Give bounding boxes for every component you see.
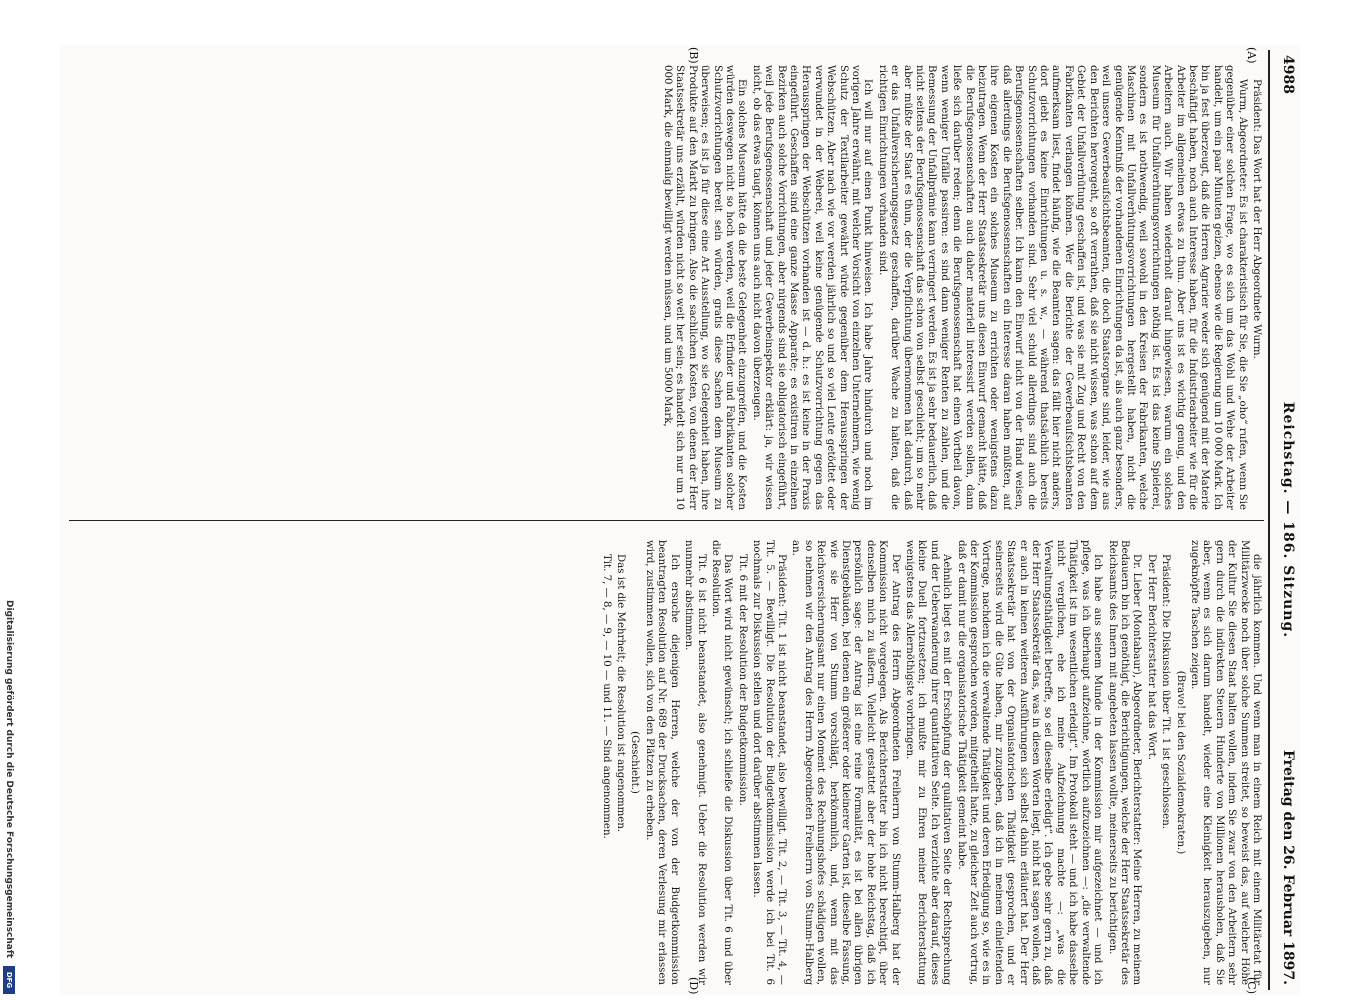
- page-header: [1272, 45, 1300, 995]
- paragraph: Tit. 7, — 8, — 9, — 10 — und 11. — Sind angenommen.: [600, 554, 612, 839]
- paragraph: Tit. 6 mit der Resolution der Budgetkommission.: [736, 554, 748, 806]
- paragraph: Das ist die Mehrheit; die Resolution ist angenommen.: [615, 554, 627, 833]
- page-number: 4988: [1280, 55, 1296, 94]
- header-rule: [1268, 50, 1270, 990]
- paragraph: Dr. Lieber (Montabaur), Abgeordneter, Berichterstatter: Meine Herren, zu meinem Bedauern bin ich genöthigt, die Berichtigungen, welche der Herr Staatssekretär des Reichsamts des Innern mit angebeten lassen wollte, meinerseits zu berichtigen.: [1106, 540, 1143, 985]
- paragraph: die jährlich kommen. Und wenn man in einem Reich mit einem Militäretat für Militärzwecke noch über solche Summen streitet, so beweist das, auf welcher Höhe der Kultur Sie diesen Staat halten wollen, indem Sie zwar von den Arbeitern sehr gern durch die indirekten Steuern Hunderte von Millionen herausholen, daß Sie aber, wenn es sich darum handelt, wieder eine Kleinigkeit herauszugeben, nur zugeknöpfte Taschen zeigen.: [1188, 540, 1262, 985]
- page-title: Reichstag. — 186. Sitzung.: [1280, 401, 1296, 639]
- margin-marker-a: (A): [1245, 47, 1258, 64]
- paragraph: Präsident: Tit. 1 ist nicht beanstandet, also bewilligt. Tit. 2, — Tit. 3, — Tit. 4, — Tit. 5. — Bewilligt. Die Resolution der Budgetkommission werde ich bei Tit. 6 nochmals zur Diskussion stellen und dort darüber abstimmen lassen.: [751, 540, 787, 985]
- dfg-logo-text: DFG: [5, 971, 13, 989]
- paragraph: Ich habe aus seinem Munde in der Kommission mir aufgezeichnet — und ich pflege, was ich überhaupt aufzeichne, wörtlich aufzuzeichnen —: „die verwaltende Thätigkeit ist im wesentlichen erledigt“. Im Protokoll steht — und ich habe dasselbe nicht verglichen, ehe ich meine Aufzeichnung machte —: „was die Verwaltungsthätigkeit betreffe, so sei dieselbe erledigt“. Ich gebe sehr gern zu, daß der Herr Staatssekretär das, was in diesen Worten liegt, nicht hat sagen wollen, daß er auch in keinen weiteren Ausführungen sich selbst dahin erläutert hat. Der Herr Staatssekretär hat von der Organisatorischen Thätigkeit gesprochen, und er seinerseits wird die Güte haben, mir zuzugeben, daß ich in meinem einleitenden Vortrage, nachdem ich die verwaltende Thätigkeit und deren Erledigung so, wie es in der Kommission gesprochen worden, mitgetheilt hatte, zu gleicher Zeit auch vortrug, daß er damit nur die organisatorische Thätigkeit gemeint habe.: [955, 540, 1104, 985]
- paragraph: Ich will nur auf einen Punkt hinweisen. Ich habe Jahre hindurch und noch im vorigen Jahre erwähnt, mit welcher Vorsicht von einzelnen Unternehmern, wie wenig Schutz der Textilarbeiter gewährt würde gegenüber dem Herausspringen der Webschützen. Aber nach wie vor werden jährlich so und so viel Leute getödtet oder verwundet in der Weberei, weil keine genügende Schutzvorrichtung gegen das Herausspringen der Webschützen vorhanden ist — d. h.: es ist keine in der Praxis eingeführt. Geschaffen sind eine ganze Masse Apparate; es existiren in einzelnen Bezirken auch solche Vorrichtungen, aber nirgends sind sie obligatorisch eingeführt, weil jede Berufsgenossenschaft und jeder Gewerbeinspektor erklärt: ja, wir wissen nicht, ob das etwas taugt, können uns auch nicht davon überzeugen.: [750, 65, 874, 510]
- paragraph: Wurm, Abgeordneter: Es ist charakteristisch für Sie, die Sie „oho“ rufen, wenn Sie gegenüber einer solchen Frage, wo es sich um das Wohl und Wehe der Arbeiter handelt, um ein paar Minuten geizen, ebenso wie die Regierung um 10 000 Mark. Ich bin ja fest überzeugt, daß die Herren Agrarier weder sich genügend mit der Materie beschäftigt haben, noch auch Interesse haben, für die Industriearbeiter wie für die Arbeiter im allgemeinen etwas zu thun. Aber uns ist es wichtig genug, und den Arbeitern auch. Wir haben wiederholt darauf hingewiesen, warum ein solches Museum für Unfallverhütungsvorrichtungen nöthig ist. Es ist das keine Spielerei, sondern es ist nothwendig, weil sowohl in den Kreisen der Fabrikanten, welche Maschinen mit Unfallverhütungsvorrichtungen hergestellt haben, nicht die genügende Kenntniß der vorhandenen Einrichtungen da ist, als auch ganz besonders, weil unsere Gewerbeaufsichtsbeamten, die doch Staatsorgane sind, leider, wie aus den Berichten hervorgeht, so oft verrathen, daß sie nicht wissen, was schon auf dem Gebiet der Unfallverhütung geschaffen ist, und was sie mit Zug und Recht von den Fabrikanten verlangen können. Wer die Berichte der Gewerbeaufsichtsbeamten aufmerksam liest, findet häufig, wie die Beamten sagen: das fällt hier nicht anders, dort giebt es keine Einrichtungen u. s. w., — während thatsächlich bereits Schutzvorrichtungen vorhanden sind. Sehr viel schuld allerdings sind auch die Berufsgenossenschaften selber. Ich kann den Einwurf nicht von der Hand weisen, daß allerdings die Berufsgenossenschaften ein Interesse daran haben müßten, auf ihre eigenen Kosten ein solches Museum zu errichten oder wenigstens dazu beizutragen. Wenn der Herr Staatssekretär uns diesen Einwurf gemacht hätte, daß die Berufsgenossenschaften auch daher materiell interessirt werden sollen, dann ließe sich darüber reden; denn die Berufsgenossenschaft hat einen Vortheil davon, wenn weniger Unfälle passiren: es sind dann weniger Renten zu zahlen, und die Bemessung der Unfallprämie kann verringert werden. Es ist ja sehr bedauerlich, daß nicht seitens der Berufsgenossenschaft das schon von selbst geschieht; um so mehr aber müßte der Staat es thun, der die Verpflichtung übernommen hat dadurch, daß er das Unfallversicherungsgesetz geschaffen, darüber Wache zu halten, daß die richtigen Einrichtungen vorhanden sind.: [876, 65, 1248, 510]
- paragraph: Aehnlich liegt es mit der Erschöpfung der qualitativen Seite der Rechtsprechung und der Ueberwanderung ihrer quantitativen Seite. Ich verzichte aber darauf, dieses kleine Duell fortzusetzen; ich mußte mir zu Ehren meiner Berichterstattung wenigstens das Allernöthigste vorbringen.: [904, 540, 953, 985]
- margin-marker-d: (D): [687, 977, 700, 995]
- paragraph: Ich ersuche diejenigen Herren, welche der von der Budgetkommission beantragten Resolution auf Nr. 689 der Drucksachen, deren Verlesung mir erlassen wird, zustimmen wollen, sich von den Plätzen zu erheben.: [643, 540, 680, 985]
- paragraph: Der Herr Berichterstatter hat das Wort.: [1145, 554, 1157, 760]
- interjection: (Geschieht.): [629, 731, 641, 794]
- paragraph: Ein solches Museum hätte da die beste Gelegenheit einzugreifen, und die Kosten würden deswegen nicht so hoch werden, weil die Erfinder und Fabrikanten solcher Schutzvorrichtungen bereit sein würden, gratis diese Sachen dem Museum zu überweisen; es ist ja für diese eine Art Ausstellung, wo sie Gelegenheit haben, ihre Produkte auf den Markt zu bringen. Also die sachlichen Kosten, von denen der Herr Staatssekretär uns erzählt, würden nicht so weit her sein; es handelt sich nur um 10 000 Mark, die einmalig bewilligt werden müssen, und um 5000 Mark,: [661, 65, 748, 510]
- column-divider: [69, 520, 1264, 521]
- digitization-credit: Digitalisierung gefördert durch die Deutsche Forschungsgemeinschaft: [4, 600, 14, 959]
- right-column: [67, 540, 1262, 985]
- paragraph: Der Antrag des Herrn Abgeordneten Freiherrn von Stumm-Halberg hat der Kommission nicht vorgelegen. Als Berichterstatter bin ich nicht berechtigt, über denselben mich zu äußern. Vielleicht gestattet aber der hohe Reichstag, daß ich persönlich sage: der Antrag ist eine reine Formalität, es ist bei allen übrigen Dienstgebäuden, bei denen ein größerer oder kleinerer Garten ist, dieselbe Fassung, wie sie Herr von Stumm vorschlägt, herkömmlich, und, wenn mit das Reichsversicherungsamt nur einen Moment des Rechnungshofes schädigen wollen, so nehmen wir den Antrag des Herrn Abgeordneten Freiherrn von Stumm-Halberg an.: [790, 540, 901, 985]
- interjection: (Bravo! bei den Sozialdemokraten.): [1174, 670, 1186, 855]
- paragraph: Das Wort wird nicht gewünscht; ich schließe die Diskussion über Tit. 6 und über die Resolution.: [709, 540, 734, 985]
- left-column: [67, 65, 1262, 510]
- margin-marker-c: (C): [1245, 977, 1258, 994]
- page-date: Freitag den 26. Februar 1897.: [1280, 749, 1296, 985]
- digitization-credit-strip: [0, 0, 20, 1000]
- paragraph: Präsident: Das Wort hat der Herr Abgeordnete Wurm.: [1251, 79, 1262, 359]
- paragraph: Präsident: Die Diskussion über Tit. 1 ist geschlossen.: [1160, 554, 1172, 829]
- margin-marker-b: (B): [687, 47, 700, 64]
- newspaper-page: [60, 45, 1300, 995]
- paragraph: Tit. 6 ist nicht beanstandet, also genehmigt. Ueber die Resolution werden wir nunmehr abstimmen.: [683, 540, 707, 985]
- dfg-logo: [3, 966, 15, 994]
